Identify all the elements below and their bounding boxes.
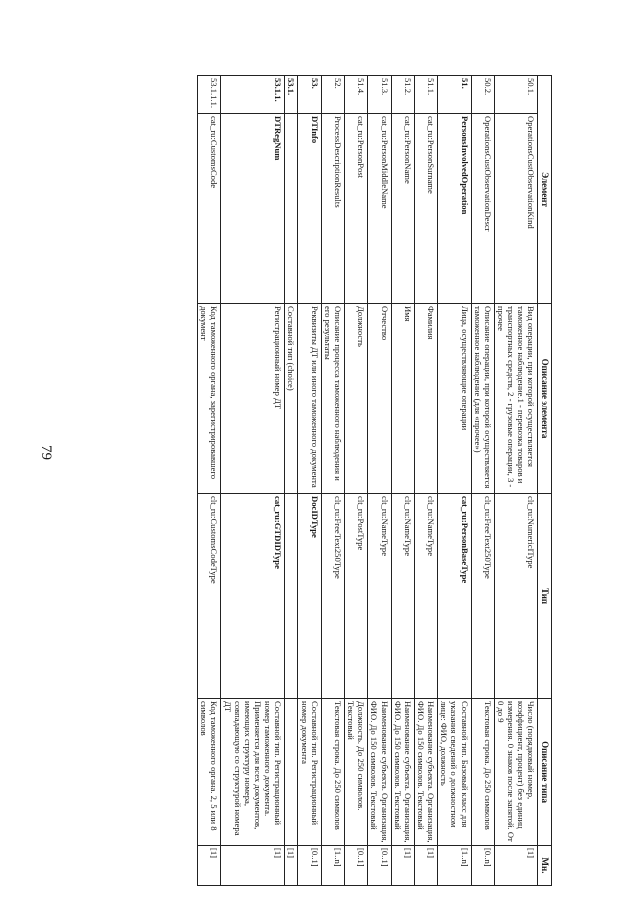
table-row <box>298 76 321 886</box>
row-type-description: Код таможенного органа. 2, 5 или 8 символов <box>198 699 221 846</box>
row-type: clt_ru:PostType <box>345 494 368 699</box>
row-element-description: Вид операции, при которой осуществляется таможенное наблюдение.1 - перевозка товаров и транспортных средств, 2 - грузовые операции, 3 - прочее <box>494 304 538 494</box>
row-type-description: Составной тип. Регистрационный номер документа <box>298 699 321 846</box>
header-multiplicity: Мн. <box>538 846 552 886</box>
row-number: 51.2. <box>391 76 414 114</box>
header-element-description: Описание элемента <box>538 304 552 494</box>
table-header-row <box>538 76 552 886</box>
row-type: clt_ru:FreeText250Type <box>321 494 344 699</box>
row-type-description: Текстовая строка. До 250 символов <box>471 699 494 846</box>
row-element-description: Фамилия <box>414 304 437 494</box>
row-type-description <box>285 699 298 846</box>
row-type: clt_ru:NameType <box>368 494 391 699</box>
page-number: 79 <box>38 445 54 460</box>
table-row <box>414 76 437 886</box>
row-element: OperationsCustObservationDescr <box>471 114 494 304</box>
row-element: cat_ru:PersonMiddleName <box>368 114 391 304</box>
data-table <box>197 75 552 886</box>
row-multiplicity: [1] <box>414 846 437 886</box>
row-type-description: Составной тип. Базовый класс для указания сведений о должностном лице: ФИО, должность <box>438 699 471 846</box>
row-multiplicity: [1] <box>198 846 221 886</box>
table-row <box>438 76 471 886</box>
row-element-description: Должность <box>345 304 368 494</box>
header-type-description: Описание типа <box>538 699 552 846</box>
table-row <box>345 76 368 886</box>
row-type: cat_ru:PersonBaseType <box>438 494 471 699</box>
table-row <box>198 76 221 886</box>
row-number: 53. <box>298 76 321 114</box>
row-type: DocIDType <box>298 494 321 699</box>
row-element: PersonsInvolvedOperation <box>438 114 471 304</box>
row-multiplicity: [0..n] <box>471 846 494 886</box>
row-multiplicity: [0..1] <box>368 846 391 886</box>
table-row <box>391 76 414 886</box>
row-element: OperationsCustObservationKind <box>494 114 538 304</box>
row-element: cat_ru:PersonName <box>391 114 414 304</box>
row-element-description: Регистрационный номер ДТ <box>221 304 285 494</box>
row-element-description: Код таможенного органа, зарегистрировавшего документ <box>198 304 221 494</box>
row-number: 51.4. <box>345 76 368 114</box>
row-type-description: Наименование субъекта. Организация, ФИО. До 150 символов. Текстовый <box>391 699 414 846</box>
table-row <box>321 76 344 886</box>
row-type-description: Должность. До 250 символов. Текстовый <box>345 699 368 846</box>
row-type-description: Наименование субъекта. Организация, ФИО. До 150 символов. Текстовый <box>368 699 391 846</box>
table-row <box>471 76 494 886</box>
row-element-description: Описание процесса таможенного наблюдения и его результаты <box>321 304 344 494</box>
row-number: 53.1.1.1. <box>198 76 221 114</box>
row-element-description: Лица, осуществляющие операции <box>438 304 471 494</box>
row-multiplicity: [1] <box>494 846 538 886</box>
row-multiplicity: [1..n] <box>438 846 471 886</box>
row-element: DTInfo <box>298 114 321 304</box>
header-type: Тип <box>538 494 552 699</box>
row-element: cat_ru:PersonSurname <box>414 114 437 304</box>
table-row <box>494 76 538 886</box>
row-type: clt_ru:FreeText250Type <box>471 494 494 699</box>
row-type: clt_ru:CustomsCodeType <box>198 494 221 699</box>
row-element: ProcessDescriptionResults <box>321 114 344 304</box>
row-multiplicity: [1..n] <box>321 846 344 886</box>
row-type: clt_ru:NameType <box>414 494 437 699</box>
row-element: DTRegNum <box>221 114 285 304</box>
row-type: cat_ru:GTDIDType <box>221 494 285 699</box>
row-type: clt_ru:NameType <box>391 494 414 699</box>
row-element-description: Отчество <box>368 304 391 494</box>
row-element-description: Реквизиты ДТ или иного таможенного документа <box>298 304 321 494</box>
row-number: 51.3. <box>368 76 391 114</box>
row-type: clt_ru:NumericIType <box>494 494 538 699</box>
row-multiplicity: [1] <box>285 846 298 886</box>
row-type-description: Составной тип. Регистрационный номер таможенного документа. Применяется для всех документов, имеющих структуру номера, совпадающую со структурой номера ДТ <box>221 699 285 846</box>
table-row <box>285 76 298 886</box>
row-element: cat_ru:CustomsCode <box>198 114 221 304</box>
row-type <box>285 494 298 699</box>
row-multiplicity: [0..1] <box>298 846 321 886</box>
row-element-description: Составной тип (choice) <box>285 304 298 494</box>
table-row <box>221 76 285 886</box>
row-type-description: Текстовая строка. До 250 символов <box>321 699 344 846</box>
row-number: 51.1. <box>414 76 437 114</box>
table-row <box>368 76 391 886</box>
row-element-description: Имя <box>391 304 414 494</box>
row-multiplicity: [1] <box>221 846 285 886</box>
row-number: 51. <box>438 76 471 114</box>
row-type-description: Наименование субъекта. Организация, ФИО. До 150 символов. Текстовый <box>414 699 437 846</box>
row-number: 50.2. <box>471 76 494 114</box>
row-number: 53.1. <box>285 76 298 114</box>
row-element-description: Описание операции, при которой осуществляется таможенное наблюдение (для «прочее») <box>471 304 494 494</box>
row-multiplicity: [0..1] <box>345 846 368 886</box>
row-type-description: Число (порядковый номер, коэффициент, процент) без единиц измерения. 0 знаков после запятой. От 0 до 9 <box>494 699 538 846</box>
row-number: 53.1.1. <box>221 76 285 114</box>
row-number: 52. <box>321 76 344 114</box>
row-number: 50.1. <box>494 76 538 114</box>
row-element: cat_ru:PersonPost <box>345 114 368 304</box>
row-element <box>285 114 298 304</box>
rotated-page-content <box>102 75 552 885</box>
row-multiplicity: [1] <box>391 846 414 886</box>
header-element: Элемент <box>538 76 552 304</box>
table-body <box>198 76 538 886</box>
